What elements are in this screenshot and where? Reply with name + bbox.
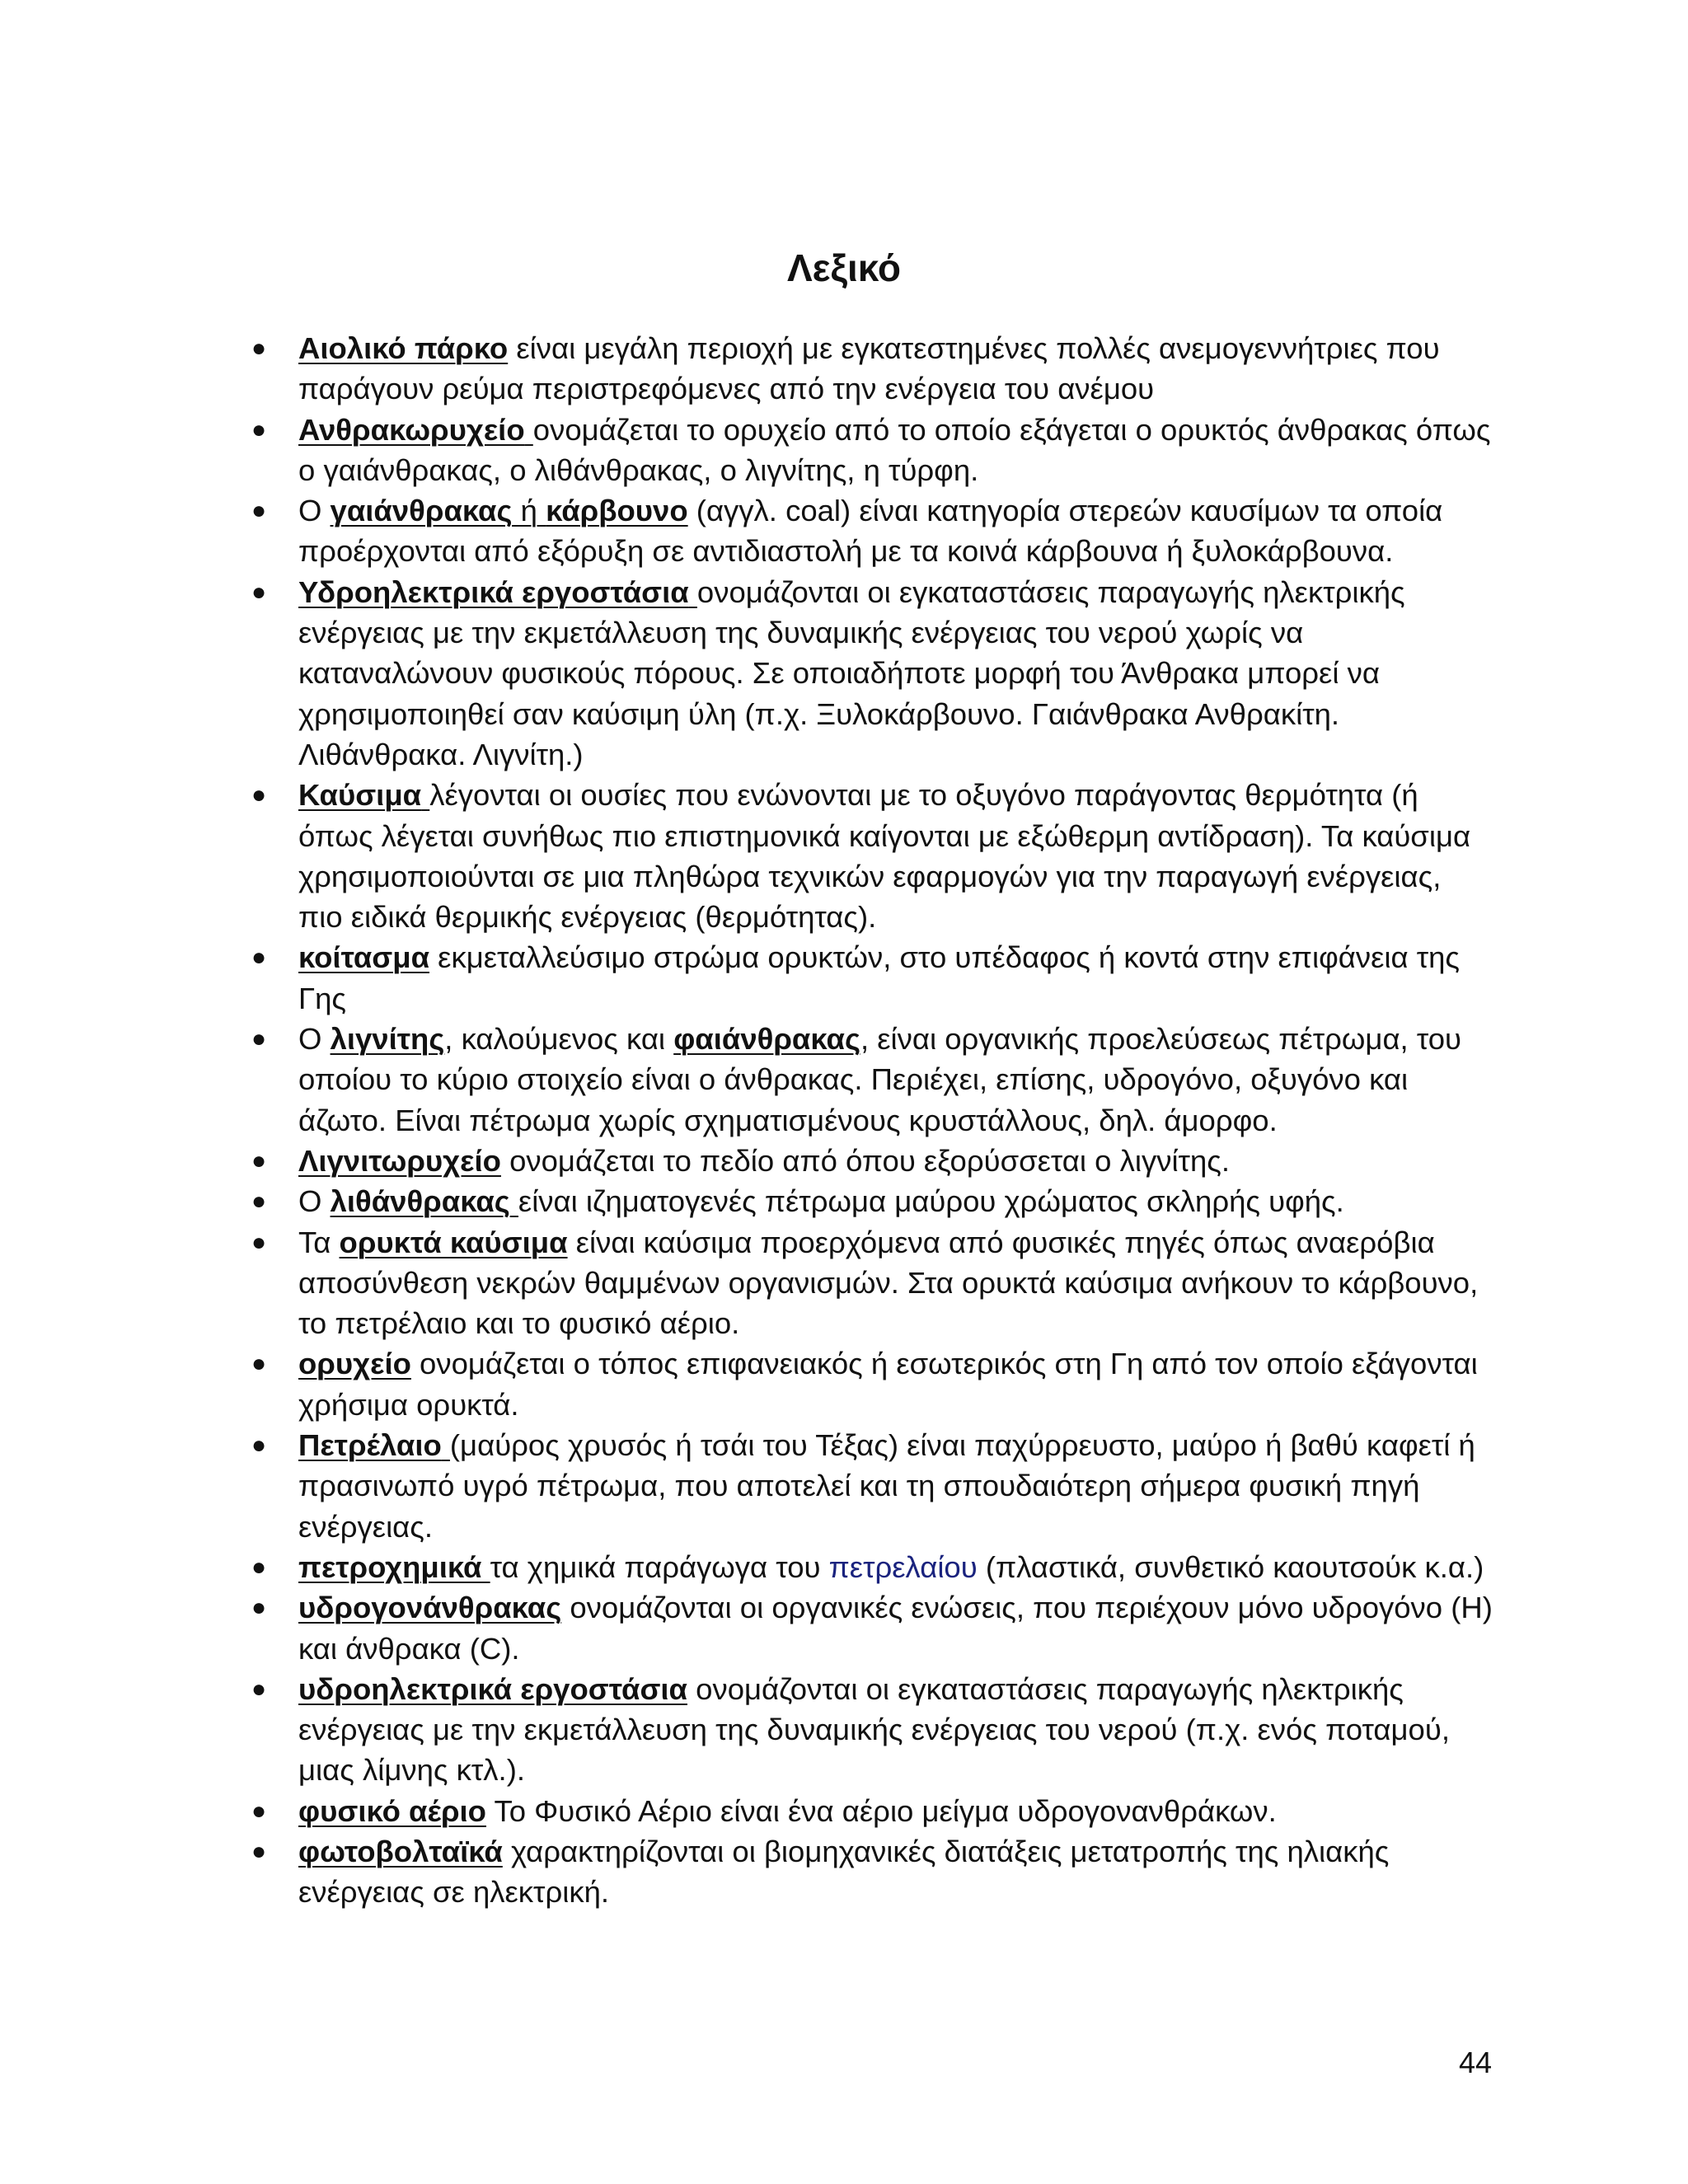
bullet-icon: ● (251, 1837, 267, 1865)
bullet-icon: ● (251, 781, 267, 809)
glossary-definition: χαρακτηρίζονται οι βιομηχανικές διατάξεις μετατροπής της ηλιακής ενέργειας σε ηλεκτρική. (298, 1834, 1390, 1910)
bullet-icon: ● (251, 1553, 267, 1581)
glossary-term: ορυχείο (298, 1347, 411, 1381)
bullet-icon: ● (251, 1146, 267, 1174)
glossary-entry (251, 410, 1493, 491)
page-title: Λεξικό (787, 246, 901, 289)
glossary-entry (251, 572, 1493, 775)
glossary-entry (251, 490, 1493, 572)
glossary-term: πετροχημικά (298, 1549, 482, 1584)
glossary-entry (251, 775, 1493, 937)
glossary-term: υδροηλεκτρικά εργοστάσια (298, 1671, 687, 1706)
entry-prefix: Τα (298, 1225, 340, 1259)
bullet-icon: ● (251, 415, 267, 443)
glossary-entry (251, 1141, 1493, 1181)
bullet-icon: ● (251, 1432, 267, 1460)
bullet-icon: ● (251, 1675, 267, 1703)
petroleum-link[interactable]: πετρελαίου (828, 1549, 978, 1584)
glossary-connector: ή (512, 494, 546, 528)
glossary-connector: , καλούμενος και (444, 1022, 674, 1057)
glossary-definition: είναι ιζηματογενές πέτρωμα μαύρου χρώματος σκληρής υφής. (518, 1184, 1344, 1219)
glossary-term: υδρογονάνθρακας (298, 1591, 562, 1625)
glossary-definition: ονομάζονται οι οργανικές ενώσεις, που περιέχουν μόνο υδρογόνο (H) και άνθρακα (C). (298, 1591, 1493, 1666)
glossary-definition: είναι καύσιμα προερχόμενα από φυσικές πηγές όπως αναερόβια αποσύνθεση νεκρών θαμμένων οργανισμών. Στα ορυκτά καύσιμα ανήκουν το κάρβουνο, το πετρέλαιο και το φυσικό αέριο. (298, 1225, 1479, 1341)
glossary-entry (251, 1587, 1493, 1669)
bullet-icon: ● (251, 944, 267, 972)
glossary-term: Λιγνιτωρυχείο (298, 1143, 501, 1178)
glossary-entry (251, 328, 1493, 410)
glossary-term: λιθάνθρακας (330, 1184, 510, 1219)
glossary-entry (251, 1222, 1493, 1344)
glossary-term-alt: φαιάνθρακας (673, 1022, 860, 1057)
underline-space (510, 1184, 518, 1218)
glossary-definition-end: (πλαστικά, συνθετικό καουτσούκ κ.α.) (977, 1549, 1484, 1584)
glossary-term: Πετρέλαιο (298, 1428, 442, 1463)
underline-space (525, 413, 533, 447)
glossary-entry (251, 1547, 1493, 1587)
glossary-entry (251, 1343, 1493, 1425)
glossary-entry (251, 1181, 1493, 1221)
glossary-term-alt: κάρβουνο (546, 494, 688, 528)
glossary-entry (251, 1791, 1493, 1831)
entry-prefix: Ο (298, 1184, 331, 1219)
glossary-definition: ονομάζεται το ορυχείο από το οποίο εξάγεται ο ορυκτός άνθρακας όπως ο γαιάνθρακας, ο λιθάνθρακας, ο λιγνίτης, η τύρφη. (298, 412, 1491, 487)
underline-space (442, 1428, 450, 1462)
glossary-term: Υδροηλεκτρικά εργοστάσια (298, 574, 689, 609)
glossary-definition: είναι μεγάλη περιοχή με εγκατεστημένες πολλές ανεμογεννήτριες που παράγουν ρεύμα περιστρεφόμενες από την ενέργεια του ανέμου (298, 331, 1440, 406)
glossary-term: Αιολικό πάρκο (298, 331, 509, 365)
underline-space (689, 575, 697, 609)
glossary-term: Ανθρακωρυχείο (298, 412, 525, 447)
glossary-definition: ονομάζονται οι εγκαταστάσεις παραγωγής ηλεκτρικής ενέργειας με την εκμετάλλευση της δυναμικής ενέργειας του νερού χωρίς να καταναλώνουν φυσικούς πόρους. Σε οποιαδήποτε μορφή του Άνθρακα μπορεί να χρησιμοποιηθεί σαν καύσιμη ύλη (π.χ. Ξυλοκάρβουνο. Γαιάνθρακα Ανθρακίτη. Λιθάνθρακα. Λιγνίτη.) (298, 574, 1405, 771)
glossary-list (251, 328, 1493, 1913)
glossary-entry (251, 937, 1493, 1019)
entry-prefix: Ο (298, 1022, 331, 1057)
glossary-definition: ονομάζεται το πεδίο από όπου εξορύσσεται ο λιγνίτης. (500, 1143, 1231, 1178)
glossary-definition: (μαύρος χρυσός ή τσάι του Τέξας) είναι παχύρρευστο, μαύρο ή βαθύ καφετί ή πρασινωπό υγρό πέτρωμα, που αποτελεί και τη σπουδαιότερη σήμερα φυσική πηγή ενέργειας. (298, 1428, 1475, 1544)
glossary-term: φυσικό αέριο (298, 1793, 486, 1828)
glossary-term: γαιάνθρακας (330, 494, 513, 528)
page-number: 44 (1458, 2046, 1492, 2079)
entry-prefix: Ο (298, 494, 331, 528)
glossary-definition: Το Φυσικό Αέριο είναι ένα αέριο μείγμα υδρογονανθράκων. (485, 1793, 1277, 1828)
glossary-entry (251, 1669, 1493, 1791)
glossary-term: φωτοβολταϊκά (298, 1834, 503, 1868)
bullet-icon: ● (251, 1025, 267, 1053)
underline-space (481, 1550, 490, 1584)
glossary-definition: (αγγλ. coal) είναι κατηγορία στερεών καυσίμων τα οποία προέρχονται από εξόρυξη σε αντιδιαστολή με τα κοινά κάρβουνα ή ξυλοκάρβουνα. (298, 494, 1443, 569)
bullet-icon: ● (251, 578, 267, 606)
bullet-icon: ● (251, 1350, 267, 1378)
bullet-icon: ● (251, 1188, 267, 1216)
glossary-definition: εκμεταλλεύσιμο στρώμα ορυκτών, στο υπέδαφος ή κοντά στην επιφάνεια της Γης (298, 940, 1461, 1015)
underline-space (421, 778, 429, 812)
glossary-entry (251, 1425, 1493, 1547)
glossary-entry (251, 1019, 1493, 1141)
glossary-term: Καύσιμα (298, 778, 422, 813)
glossary-term: κοίτασμα (298, 940, 430, 975)
bullet-icon: ● (251, 335, 267, 362)
glossary-term: λιγνίτης (330, 1022, 445, 1057)
glossary-definition: , είναι οργανικής προελεύσεως πέτρωμα, του οποίου το κύριο στοιχείο είναι ο άνθρακας. Περιέχει, επίσης, υδρογόνο, οξυγόνο και άζωτο. Είναι πέτρωμα χωρίς σχηματισμένους κρυστάλλους, δηλ. άμορφο. (298, 1022, 1461, 1137)
glossary-definition: τα χημικά παράγωγα του (490, 1549, 829, 1584)
glossary-entry (251, 1831, 1493, 1913)
glossary-definition: ονομάζονται οι εγκαταστάσεις παραγωγής ηλεκτρικής ενέργειας με την εκμετάλλευση της δυναμικής ενέργειας του νερού (π.χ. ενός ποταμού, μιας λίμνης κτλ.). (298, 1671, 1450, 1788)
bullet-icon: ● (251, 1594, 267, 1622)
bullet-icon: ● (251, 497, 267, 525)
bullet-icon: ● (251, 1797, 267, 1825)
glossary-definition: λέγονται οι ουσίες που ενώνονται με το οξυγόνο παράγοντας θερμότητα (ή όπως λέγεται συνήθως πιο επιστημονικά καίγονται με εξώθερμη αντίδραση). Τα καύσιμα χρησιμοποιούνται σε μια πληθώρα τεχνικών εφαρμογών για την παραγωγή ενέργειας, πιο ειδικά θερμικής ενέργειας (θερμότητας). (298, 778, 1471, 935)
glossary-term: ορυκτά καύσιμα (339, 1225, 568, 1259)
bullet-icon: ● (251, 1228, 267, 1256)
glossary-definition: ονομάζεται ο τόπος επιφανειακός ή εσωτερικός στη Γη από τον οποίο εξάγονται χρήσιμα ορυκτά. (298, 1347, 1478, 1422)
